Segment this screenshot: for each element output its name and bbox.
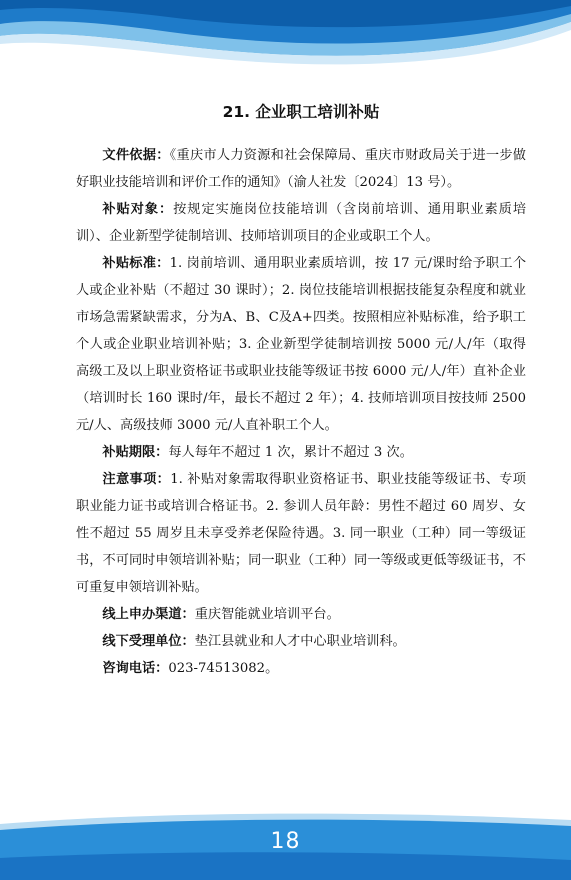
label-subsidy-target: 补贴对象：: [102, 202, 174, 217]
paragraph-notes: [76, 466, 526, 601]
label-phone: 咨询电话：: [102, 661, 169, 676]
text-subsidy-target: 按规定实施岗位技能培训（含岗前培训、通用职业素质培训）、企业新型学徒制培训、技师培训项目的企业或职工个人。: [76, 202, 527, 244]
label-notes: 注意事项：: [102, 472, 171, 487]
page-number: 18: [270, 829, 301, 854]
label-subsidy-standard: 补贴标准：: [102, 256, 170, 271]
paragraph-subsidy-target: [76, 196, 526, 250]
section-title: 21. 企业职工培训补贴: [222, 103, 380, 121]
document-content: [76, 100, 526, 682]
text-notes: 1. 补贴对象需取得职业资格证书、职业技能等级证书、专项职业能力证书或培训合格证书。2. 参训人员年龄：男性不超过 60 周岁、女性不超过 55 周岁且未享受养老保险待遇。3. 同一职业（工种）同一等级证书，不可同时申领培训补贴；同一职业（工种）同一等级或更低等级证书，不可重复申领培训补贴。: [76, 472, 526, 595]
label-file-basis: 文件依据：: [102, 148, 170, 163]
text-subsidy-period: 每人每年不超过 1 次，累计不超过 3 次。: [168, 445, 413, 460]
text-file-basis: 《重庆市人力资源和社会保障局、重庆市财政局关于进一步做好职业技能培训和评价工作的通知》（渝人社发〔2024〕13 号）。: [76, 148, 526, 190]
paragraph-subsidy-standard: [76, 250, 526, 439]
text-phone: 023-74513082。: [168, 661, 279, 676]
text-offline-office: 垫江县就业和人才中心职业培训科。: [194, 634, 406, 649]
paragraph-offline-office: [76, 628, 526, 655]
label-offline-office: 线下受理单位：: [102, 634, 195, 649]
paragraph-file-basis: [76, 142, 526, 196]
paragraph-phone: [76, 655, 526, 682]
text-online-channel: 重庆智能就业培训平台。: [194, 607, 340, 622]
text-subsidy-standard: 1. 岗前培训、通用职业素质培训，按 17 元/课时给予职工个人或企业补贴（不超过 30 课时）；2. 岗位技能培训根据技能复杂程度和就业市场急需紧缺需求，分为A、B、C及A+四类。按照相应补贴标准，给予职工个人或企业职业培训补贴；3. 企业新型学徒制培训按 5000 元/人/年（取得高级工及以上职业资格证书或职业技能等级证书按 6000 元/人/年）直补企业（培训时长 160 课时/年，最长不超过 2 年）；4. 技师培训项目按技师 2500 元/人、高级技师 3000 元/人直补职工个人。: [76, 256, 527, 433]
header-wave-decoration: [0, 0, 571, 80]
label-subsidy-period: 补贴期限：: [102, 445, 169, 460]
label-online-channel: 线上申办渠道：: [102, 607, 195, 622]
paragraph-subsidy-period: [76, 439, 526, 466]
paragraph-online-channel: [76, 601, 526, 628]
